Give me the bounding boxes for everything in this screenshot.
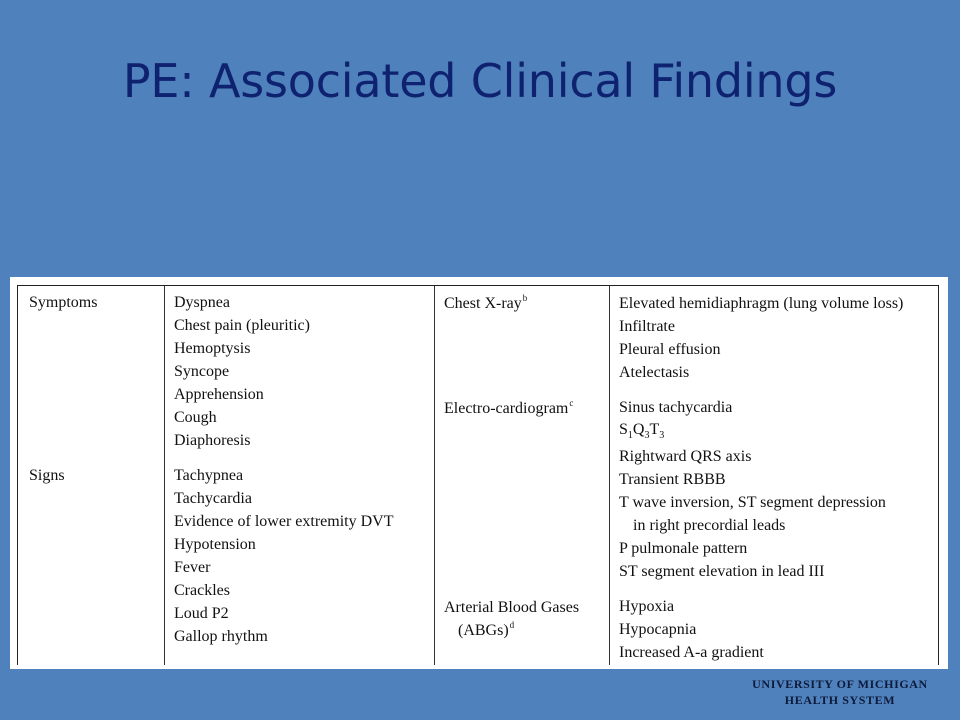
category-chest-xray <box>444 293 528 312</box>
finding-chest-pain: Chest pain (pleuritic) <box>174 317 310 334</box>
finding-loud-p2: Loud P2 <box>174 605 229 622</box>
finding-aa-gradient: Increased A-a gradient <box>619 644 764 661</box>
finding-elevated-hemidiaphragm: Elevated hemidiaphragm (lung volume loss) <box>619 295 904 312</box>
category-symptoms: Symptoms <box>29 294 98 311</box>
category-abg: Arterial Blood Gases <box>444 599 580 616</box>
slide-title: PE: Associated Clinical Findings <box>122 54 838 108</box>
brand-line-2: HEALTH SYSTEM <box>784 693 896 707</box>
finding-infiltrate: Infiltrate <box>619 318 675 335</box>
footnote-marker: d <box>509 620 515 630</box>
finding-rightward-qrs: Rightward QRS axis <box>619 448 752 465</box>
finding-crackles: Crackles <box>174 582 230 599</box>
finding-hypoxia: Hypoxia <box>619 598 675 615</box>
category-label: Chest X-ray <box>444 295 522 312</box>
footnote-marker: b <box>522 293 528 303</box>
finding-hypotension: Hypotension <box>174 536 256 553</box>
finding-cough: Cough <box>174 409 217 426</box>
finding-transient-rbbb: Transient RBBB <box>619 471 726 488</box>
category-label: Electro-cardiogram <box>444 400 569 417</box>
category-ecg <box>444 398 574 417</box>
column-divider <box>434 286 435 665</box>
finding-t-wave-inversion: T wave inversion, ST segment depression <box>619 494 886 511</box>
category-abg-abbrev <box>458 620 515 639</box>
finding-tachypnea: Tachypnea <box>174 467 244 484</box>
finding-dyspnea: Dyspnea <box>174 294 230 311</box>
finding-t-wave-inversion-cont: in right precordial leads <box>633 517 786 534</box>
finding-atelectasis: Atelectasis <box>619 364 690 381</box>
finding-tachycardia: Tachycardia <box>174 490 252 507</box>
column-divider <box>609 286 610 665</box>
finding-apprehension: Apprehension <box>174 386 264 403</box>
column-divider <box>164 286 165 665</box>
finding-sinus-tachycardia: Sinus tachycardia <box>619 399 733 416</box>
finding-fever: Fever <box>174 559 211 576</box>
finding-gallop-rhythm: Gallop rhythm <box>174 628 268 645</box>
category-signs: Signs <box>29 467 65 484</box>
finding-p-pulmonale: P pulmonale pattern <box>619 540 748 557</box>
finding-hemoptysis: Hemoptysis <box>174 340 251 357</box>
finding-diaphoresis: Diaphoresis <box>174 432 251 449</box>
category-label: (ABGs) <box>458 622 509 639</box>
findings-table <box>17 285 939 665</box>
finding-hypocapnia: Hypocapnia <box>619 621 697 638</box>
footnote-marker: c <box>569 398 574 408</box>
finding-syncope: Syncope <box>174 363 230 380</box>
brand-line-1: UNIVERSITY OF MICHIGAN <box>752 677 928 691</box>
finding-pleural-effusion: Pleural effusion <box>619 341 721 358</box>
findings-table-panel <box>10 277 948 669</box>
finding-s1q3t3: $S_1Q_3T_3$ <box>619 421 665 442</box>
finding-st-elevation: ST segment elevation in lead III <box>619 563 825 580</box>
finding-dvt: Evidence of lower extremity DVT <box>174 513 394 530</box>
